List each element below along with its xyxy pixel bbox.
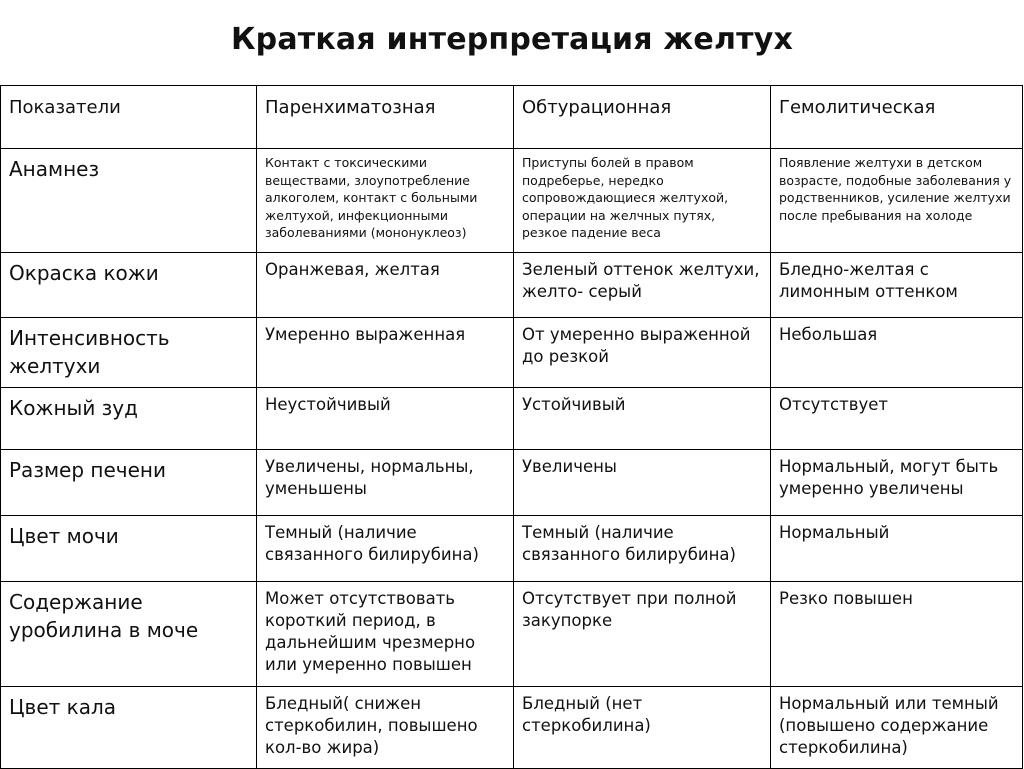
table-row [1,516,1023,582]
table-cell: Нормальный, могут быть умеренно увеличены [771,450,1023,516]
header-cell: Показатели [1,86,257,149]
table-row [1,388,1023,450]
table-cell: Оранжевая, желтая [257,253,514,318]
table-cell: Бледно-желтая с лимонным оттенком [771,253,1023,318]
table-cell: Темный (наличие связанного билирубина) [514,516,771,582]
table-cell: Нормальный [771,516,1023,582]
row-label: Интенсивность желтухи [1,318,257,388]
table-cell: Увеличены, нормальны, уменьшены [257,450,514,516]
table-header-row [1,86,1023,149]
table-cell: Отсутствует [771,388,1023,450]
table-cell: От умеренно выраженной до резкой [514,318,771,388]
table-cell: Приступы болей в правом подреберье, нередко сопровождающиеся желтухой, операции на желчных путях, резкое падение веса [514,149,771,253]
table-cell: Умеренно выраженная [257,318,514,388]
table-cell: Увеличены [514,450,771,516]
header-cell: Обтурационная [514,86,771,149]
page-title: Краткая интерпретация желтух [230,22,794,57]
row-label: Цвет мочи [1,516,257,582]
table-row [1,149,1023,253]
row-label: Содержание уробилина в моче [1,582,257,687]
row-label: Окраска кожи [1,253,257,318]
table-cell: Резко повышен [771,582,1023,687]
table-row [1,687,1023,769]
table-cell: Появление желтухи в детском возрасте, подобные заболевания у родственников, усиление желтухи после пребывания на холоде [771,149,1023,253]
table-cell: Бледный( снижен стеркобилин, повышено кол-во жира) [257,687,514,769]
jaundice-table [0,85,1023,769]
table-cell: Небольшая [771,318,1023,388]
row-label: Анамнез [1,149,257,253]
row-label: Размер печени [1,450,257,516]
table-row [1,582,1023,687]
table-cell: Бледный (нет стеркобилина) [514,687,771,769]
header-cell: Гемолитическая [771,86,1023,149]
row-label: Кожный зуд [1,388,257,450]
table-cell: Может отсутствовать короткий период, в дальнейшим чрезмерно или умеренно повышен [257,582,514,687]
table-cell: Темный (наличие связанного билирубина) [257,516,514,582]
table-cell: Контакт с токсическими веществами, злоупотребление алкоголем, контакт с больными желтухой, инфекционными заболеваниями (мононуклеоз) [257,149,514,253]
table-cell: Отсутствует при полной закупорке [514,582,771,687]
table-cell: Неустойчивый [257,388,514,450]
table-cell: Нормальный или темный (повышено содержание стеркобилина) [771,687,1023,769]
table-cell: Зеленый оттенок желтухи, желто- серый [514,253,771,318]
row-label: Цвет кала [1,687,257,769]
table-cell: Устойчивый [514,388,771,450]
table-row [1,253,1023,318]
table-row [1,318,1023,388]
header-cell: Паренхиматозная [257,86,514,149]
table-row [1,450,1023,516]
